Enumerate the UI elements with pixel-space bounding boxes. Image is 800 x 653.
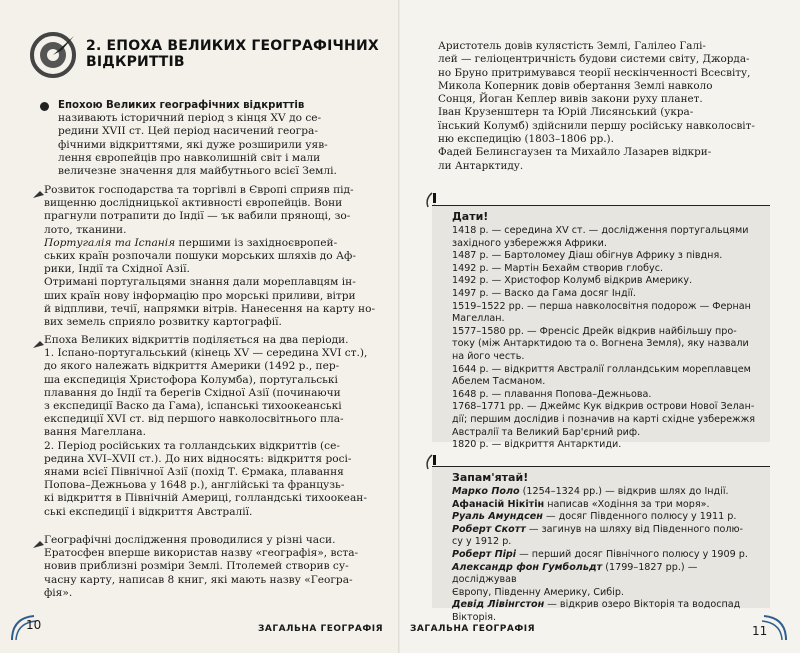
list-item: 1519–1522 рр. — перша навколосвітня подорож — Фернан — [452, 300, 751, 312]
bullet-dot-icon — [40, 102, 49, 111]
dates-box-title: Дати! — [452, 210, 489, 223]
list-item: на його честь. — [452, 350, 525, 362]
list-item: Австралії та Великий Бар'єрний риф. — [452, 426, 641, 438]
list-item: Марко Поло (1254–1324 рр.) — відкрив шлях до Індії. — [452, 486, 729, 497]
remember-list — [432, 486, 770, 625]
list-item: Абелем Тасманом. — [452, 376, 546, 388]
page-number: 10 — [26, 618, 42, 632]
list-item: 1768–1771 рр. — Джеймс Кук відкрив острови Нової Зелан- — [452, 401, 755, 413]
list-item: Афанасій Нікітін написав «Ходіння за три моря». — [452, 498, 710, 510]
remember-box-title: Запам'ятай! — [452, 471, 529, 484]
dates-list — [432, 225, 770, 452]
page-footer-title: ЗАГАЛЬНА ГЕОГРАФІЯ — [410, 624, 536, 634]
list-item: 1648 р. — плавання Попова–Дежньова. — [452, 388, 652, 400]
intro-paragraph: Епохою Великих географічних відкриттів називають історичний період з кінця XV до се- редини XVII ст. Цей період насичений геогра- фічними відкриттями, які дуже розширили уяв- лення європейців про навколишній світ і мали величезне значення для майбутнього всієї Землі. — [58, 100, 337, 178]
list-item: 1492 р. — Христофор Колумб відкрив Америку. — [452, 275, 693, 287]
research-paragraph: Географічні дослідження проводилися у різні часи. Ератосфен вперше використав назву «географія», вста- новив приблизні розміри Землі. Птолемей створив су- часну карту, написав 8 книг, які мають назву «Геогра- фія». — [44, 534, 359, 599]
list-item: току (між Антарктидою та о. Вогнена Земля), яку назвали — [452, 338, 749, 350]
periods-paragraph: Епоха Великих відкриттів поділяється на два періоди. 1. Іспано-португальський (кінець XV — середина XVI ст.), до якого належать відкриття Америки (1492 р., пер- ша експедиція Христофора Колумба), португальські плавання до Індії та берегів Східної Азії (починаючи з експедиції Васко да Гама), іспанські тихоокеанські експедиції XVI ст. від першого навколосвітнього пла- вання Магеллана. 2. Період російських та голландських відкриттів (се- редина XVI–XVII ст.). До них відносять: відкриття росі- янами всієї Північної Азії (похід Т. Єрмака, плавання Попова–Дежньова у 1648 р.), англійські та французь- кі відкриття в Північній Америці, голландські тихоокеан- ські експедиції і відкриття Австралії. — [44, 334, 368, 518]
list-item: Руаль Амундсен — досяг Південного полюсу у 1911 р. — [452, 511, 737, 523]
economy-paragraph: Розвиток господарства та торгівлі в Європі сприяв під- вищенню дослідницької активності європейців. Вони прагнули потрапити до Індії — ък вабили прянощі, зо- лото, тканини. Португалія та Іспанія першими із західноєвропей- ських країн розпочали пошуки морських шляхів до Аф- рики, Індії та Східної Азії. Отримані португальцями знання дали мореплавцям ін- ших країн нову інформацію про морські приливи, вітри й відпливи, течії, напрямки вітрів. Нанесення на карту но- вих земель сприяло розвитку картографії. — [44, 184, 376, 329]
list-item: дії; першим дослідив і позначив на карті східне узбережжя — [452, 413, 756, 425]
list-item: 1492 р. — Мартін Бехайм створив глобус. — [452, 262, 664, 274]
list-item: 1418 р. — середина XV ст. — дослідження португальцями — [452, 225, 749, 236]
compass-logo-icon — [30, 32, 76, 78]
list-item: 1487 р. — Бартоломеу Діаш обігнув Африку з півдня. — [452, 250, 723, 262]
section-title: 2. ЕПОХА ВЕЛИКИХ ГЕОГРАФІЧНИХ ВІДКРИТТІВ — [86, 38, 379, 70]
list-item: су у 1912 р. — [452, 536, 512, 548]
list-item: Роберт Скотт — загинув на шляху від Південного полю- — [452, 523, 744, 535]
page-number: 11 — [752, 624, 768, 638]
list-item: Роберт Пірі — перший досяг Північного полюсу у 1909 р. — [452, 548, 748, 560]
list-item: Магеллан. — [452, 313, 505, 325]
remember-box — [432, 466, 770, 623]
scientists-paragraph: Аристотель довів кулястість Землі, Галілео Галі- лей — геліоцентричність будови системи світу, Джорда- но Бруно притримувався теорії нескінченності Всесвіту, Микола Коперник довів обертання Землі навколо Сонця, Йоган Кеплер вивів закони руху планет. Іван Крузенштерн та Юрій Лисянський (укра- їнський Колумб) здійснили першу російську навколосвіт- ню експедицію (1803–1806 рр.). Фадей Белинсгаузен та Михайло Лазарев відкри- ли Антарктиду. — [438, 40, 755, 172]
list-item: Вікторія. — [452, 611, 497, 623]
list-item: 1820 р. — відкриття Антарктиди. — [452, 439, 622, 451]
page-footer-title: ЗАГАЛЬНА ГЕОГРАФІЯ — [258, 624, 384, 634]
list-item: 1497 р. — Васко да Гама досяг Індії. — [452, 287, 636, 299]
list-item: західного узбережжя Африки. — [452, 237, 607, 249]
list-item: Європу, Південну Америку, Сибір. — [452, 586, 624, 598]
dates-box — [432, 205, 770, 451]
list-item: Девід Лівінгстон — відкрив озеро Вікторія та водоспад — [452, 599, 741, 611]
list-item: Александр фон Гумбольдт (1799–1827 рр.) — досліджував — [452, 561, 698, 586]
list-item: 1644 р. — відкриття Австралії голландським мореплавцем — [452, 363, 751, 375]
list-item: 1577–1580 рр. — Френсіс Дрейк відкрив найбільшу про- — [452, 325, 737, 337]
